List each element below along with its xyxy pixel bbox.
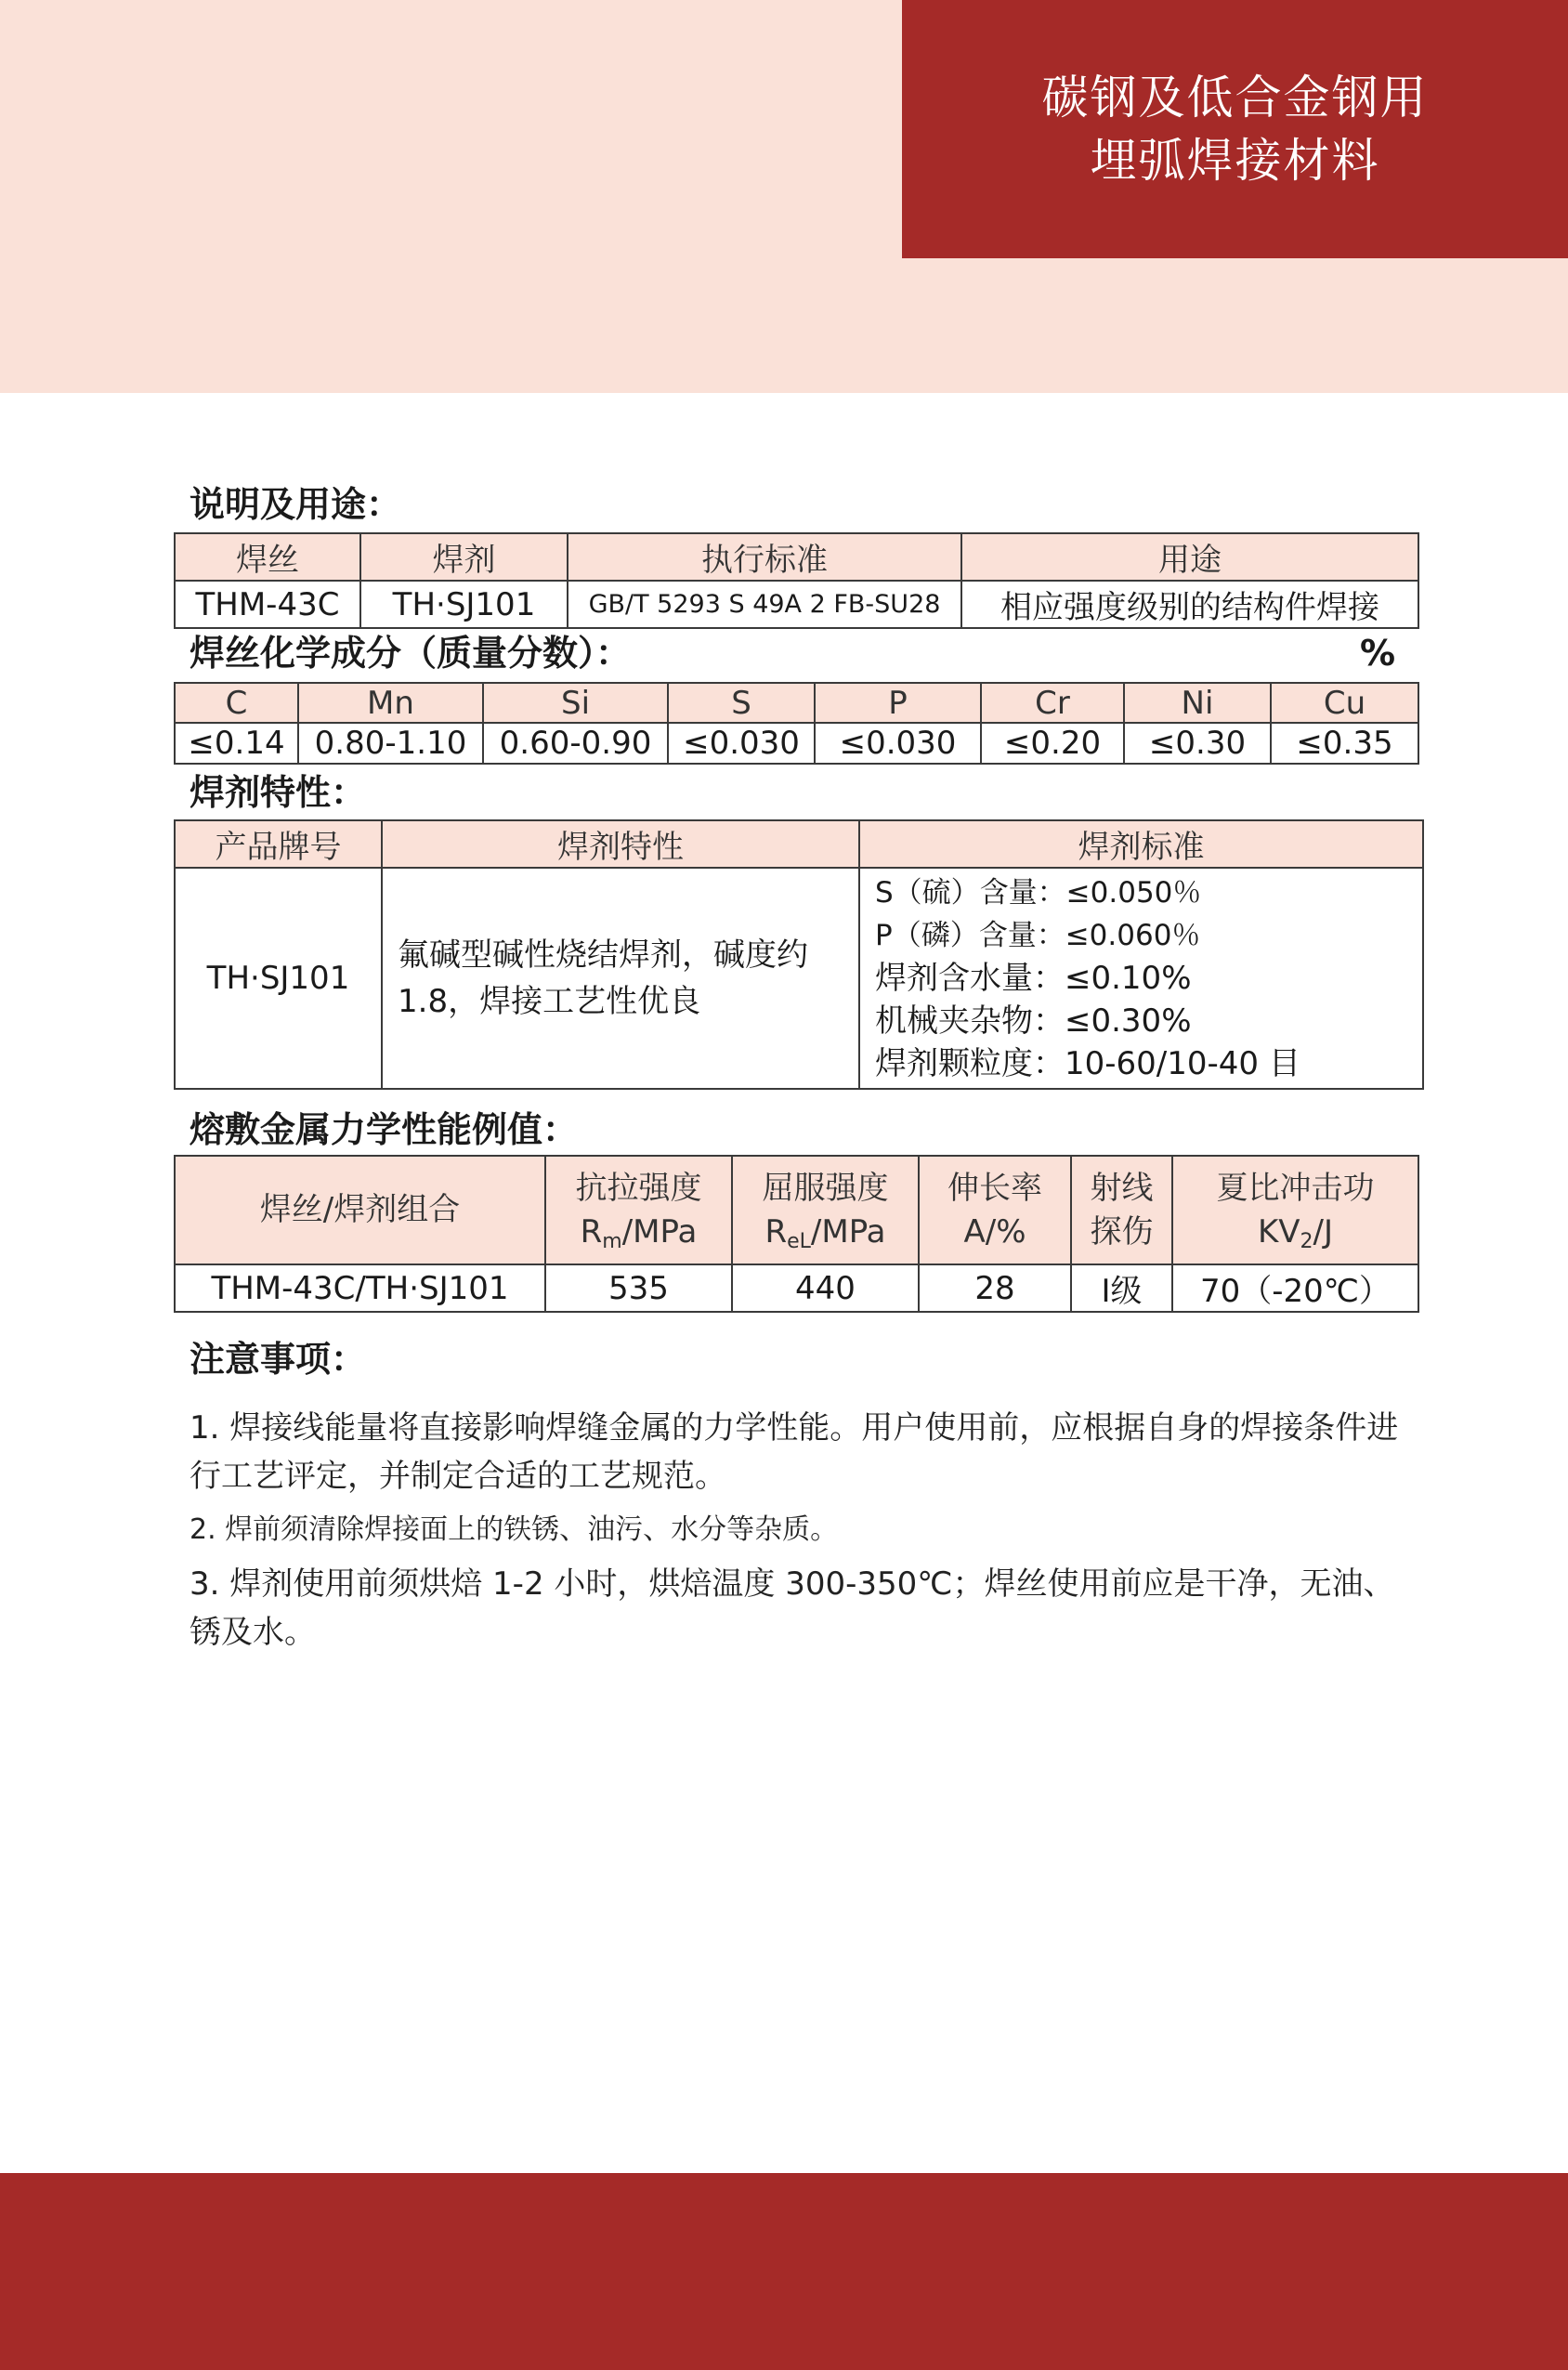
mech-header-radiography-line1: 射线 [1090,1169,1154,1207]
flux-header-brand: 产品牌号 [175,820,382,868]
comp-value-si: 0.60-0.90 [483,723,668,764]
section-notes-title: 注意事项： [189,1339,367,1380]
flux-standards [859,868,1423,1089]
composition-unit: % [1360,633,1396,674]
flux-header-property: 焊剂特性 [382,820,859,868]
flux-header-standard: 焊剂标准 [859,820,1423,868]
flux-std-sulfur: S（硫）含量：≤0.050％ [875,876,1202,910]
comp-value-s: ≤0.030 [668,723,815,764]
bottom-band [0,2173,1568,2370]
usage-standard: GB/T 5293 S 49A 2 FB-SU28 [568,581,961,628]
section-composition-title: 焊丝化学成分（质量分数）： [189,633,632,674]
usage-header-flux: 焊剂 [360,533,568,581]
comp-value-cu: ≤0.35 [1271,723,1418,764]
mech-header-impact-label: 夏比冲击功 [1216,1169,1375,1207]
flux-property: 氟碱型碱性烧结焊剂，碱度约1.8，焊接工艺性优良 [382,868,859,1089]
usage-flux: TH·SJ101 [360,581,568,628]
mechanical-table [174,1155,1419,1313]
mech-header-impact [1172,1156,1418,1264]
comp-header-cu: Cu [1271,683,1418,723]
mech-header-impact-unit: $KV_2/J$ [1257,1212,1334,1253]
mech-header-radiography [1071,1156,1172,1264]
mech-elongation: 28 [919,1264,1071,1312]
comp-header-p: P [815,683,981,723]
flux-std-phosphorus: P（磷）含量：≤0.060％ [875,919,1201,952]
mech-yield: 440 [732,1264,919,1312]
usage-table [174,532,1419,629]
section-mechanical-title: 熔敷金属力学性能例值： [189,1109,579,1150]
mech-header-tensile-unit: $R_m$/MPa [580,1212,698,1253]
comp-header-mn: Mn [298,683,483,723]
comp-value-c: ≤0.14 [175,723,298,764]
mech-header-elongation-label: 伸长率 [947,1169,1042,1207]
notes-list [189,1404,1425,1656]
comp-header-cr: Cr [981,683,1124,723]
mech-radiography: Ⅰ级 [1071,1264,1172,1312]
usage-header-application: 用途 [961,533,1418,581]
comp-header-ni: Ni [1124,683,1271,723]
mech-header-tensile [545,1156,732,1264]
flux-table [174,819,1424,1090]
note-item-3: 3. 焊剂使用前须烘焙 1-2 小时，烘焙温度 300-350℃；焊丝使用前应是干净，无油、锈及水。 [189,1565,1395,1651]
mech-header-yield-label: 屈服强度 [762,1169,889,1207]
section-usage-title: 说明及用途： [189,484,402,525]
mech-impact: 70（-20℃） [1172,1264,1418,1312]
usage-application: 相应强度级别的结构件焊接 [961,581,1418,628]
composition-table [174,682,1419,765]
section-flux-title: 焊剂特性： [189,772,367,813]
usage-wire: THM-43C [175,581,360,628]
mech-header-yield-unit: $R_{eL}$/MPa [764,1212,886,1253]
usage-header-wire: 焊丝 [175,533,360,581]
mech-header-radiography-line2: 探伤 [1090,1212,1154,1250]
mech-header-yield [732,1156,919,1264]
comp-value-p: ≤0.030 [815,723,981,764]
mech-combo: THM-43C/TH·SJ101 [175,1264,545,1312]
flux-std-moisture: 焊剂含水量：≤0.10% [875,960,1192,997]
note-item-1: 1. 焊接线能量将直接影响焊缝金属的力学性能。用户使用前，应根据自身的焊接条件进行工艺评定，并制定合适的工艺规范。 [189,1409,1399,1495]
comp-value-cr: ≤0.20 [981,723,1124,764]
comp-value-mn: 0.80-1.10 [298,723,483,764]
mech-header-elongation [919,1156,1071,1264]
mech-tensile: 535 [545,1264,732,1312]
title-line-1: 碳钢及低合金钢用 [1041,71,1429,124]
mech-header-combo: 焊丝/焊剂组合 [175,1156,545,1264]
usage-header-standard: 执行标准 [568,533,961,581]
mech-header-tensile-label: 抗拉强度 [575,1169,702,1207]
flux-brand: TH·SJ101 [175,868,382,1089]
comp-header-s: S [668,683,815,723]
note-item-2: 2. 焊前须清除焊接面上的铁锈、油污、水分等杂质。 [189,1513,839,1546]
title-banner [902,0,1568,258]
flux-std-granularity: 焊剂颗粒度：10-60/10-40 目 [875,1045,1300,1082]
comp-value-ni: ≤0.30 [1124,723,1271,764]
title-line-2: 埋弧焊接材料 [1090,134,1380,188]
comp-header-si: Si [483,683,668,723]
mech-header-elongation-unit: A/% [963,1212,1026,1250]
flux-std-inclusions: 机械夹杂物：≤0.30% [875,1002,1192,1040]
comp-header-c: C [175,683,298,723]
